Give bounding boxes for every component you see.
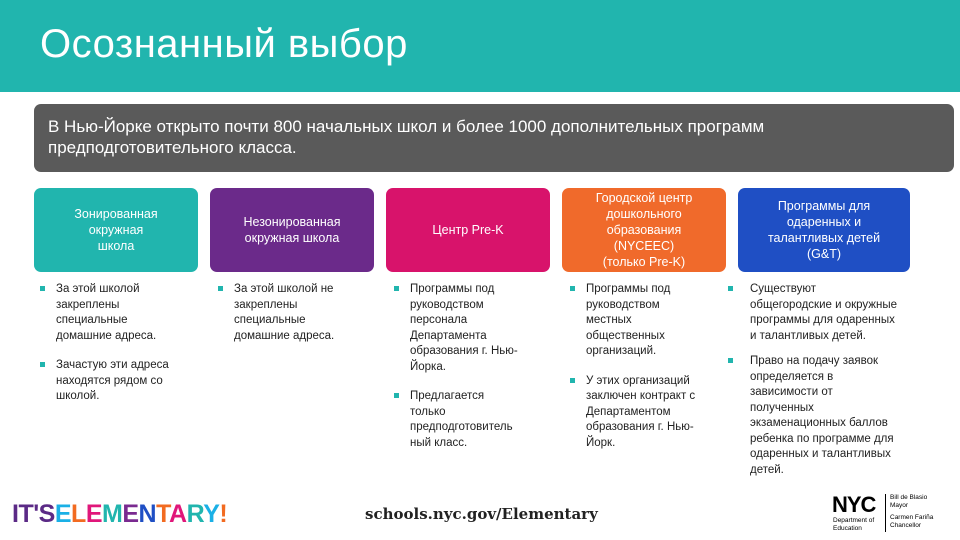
logo-letter: T: [156, 500, 169, 528]
list-item: Программы под руководством местных общественных организаций.: [568, 282, 728, 360]
card-gifted-talented-title: Программы для одаренных и талантливых детей (G&T): [767, 199, 881, 261]
bullet-icon: [394, 286, 399, 291]
column-zoned-school: [38, 282, 198, 419]
bullet-icon: [394, 393, 399, 398]
title-bar: [0, 0, 960, 92]
bullet-icon: [728, 358, 733, 363]
intro-banner: В Нью-Йорке открыто почти 800 начальных школ и более 1000 дополнительных программ предподготовительного класса.: [34, 104, 954, 172]
bullet-icon: [728, 286, 733, 291]
nyc-mayor-label: Bill de Blasio Mayor: [890, 494, 928, 509]
bullet-icon: [40, 286, 45, 291]
card-zoned-school-title: Зонированная окружная школа: [74, 207, 158, 253]
logo-letter: E: [54, 500, 72, 528]
column-gifted-talented: [726, 282, 926, 492]
nyc-doe-logo: [832, 492, 944, 536]
logo-letter: E: [85, 500, 102, 528]
list-item: Программы под руководством персонала Департамента образования г. Нью- Йорка.: [392, 282, 554, 375]
nyc-department-label: Department of Education: [833, 517, 875, 532]
nyc-logo-mark: NYC: [832, 492, 876, 517]
column-unzoned-school: [216, 282, 376, 358]
logo-letter: !: [219, 500, 228, 528]
card-prek-center-title: Центр Pre-K: [432, 223, 504, 237]
logo-letter: Y: [203, 500, 220, 528]
nyc-chancellor-label: Carmen Fariña Chancellor: [890, 514, 934, 529]
page-title: Осознанный выбор: [40, 22, 408, 66]
logo-letter: L: [71, 500, 86, 528]
card-gifted-talented: [738, 188, 910, 272]
its-elementary-logo: [12, 500, 227, 529]
card-unzoned-school-title: Незонированная окружная школа: [243, 215, 341, 245]
list-item: За этой школой закреплены специальные домашние адреса.: [38, 282, 198, 344]
card-zoned-school: [34, 188, 198, 272]
bullet-icon: [570, 286, 575, 291]
logo-divider: [885, 494, 886, 532]
list-item: Право на подачу заявок определяется в зависимости от полученных экзаменационных баллов ребенка по программе для одаренных и талантливых детей.: [726, 354, 926, 478]
list-item: Зачастую эти адреса находятся рядом со школой.: [38, 358, 198, 405]
list-item: За этой школой не закреплены специальные домашние адреса.: [216, 282, 376, 344]
website-url[interactable]: schools.nyc.gov/Elementary: [365, 505, 598, 523]
list-item: У этих организаций заключен контракт с Департаментом образования г. Нью- Йорк.: [568, 374, 728, 452]
list-item: Предлагается только предподготовитель ный класс.: [392, 389, 554, 451]
logo-letter: IT'S: [12, 500, 55, 528]
card-nyceec-title: Городской центр дошкольного образования (NYCEEC) (только Pre-K): [595, 191, 693, 269]
card-unzoned-school: [210, 188, 374, 272]
logo-letter: N: [138, 500, 157, 528]
bullet-icon: [218, 286, 223, 291]
logo-letter: R: [186, 500, 204, 528]
bullet-icon: [40, 362, 45, 367]
logo-letter: A: [169, 500, 187, 528]
column-nyceec: [568, 282, 728, 465]
logo-letter: E: [122, 500, 139, 528]
card-prek-center: [386, 188, 550, 272]
bullet-icon: [570, 378, 575, 383]
logo-letter: M: [102, 500, 123, 528]
card-nyceec: [562, 188, 726, 272]
list-item: Существуют общегородские и окружные программы для одаренных и талантливых детей.: [726, 282, 926, 344]
column-prek-center: [392, 282, 554, 465]
